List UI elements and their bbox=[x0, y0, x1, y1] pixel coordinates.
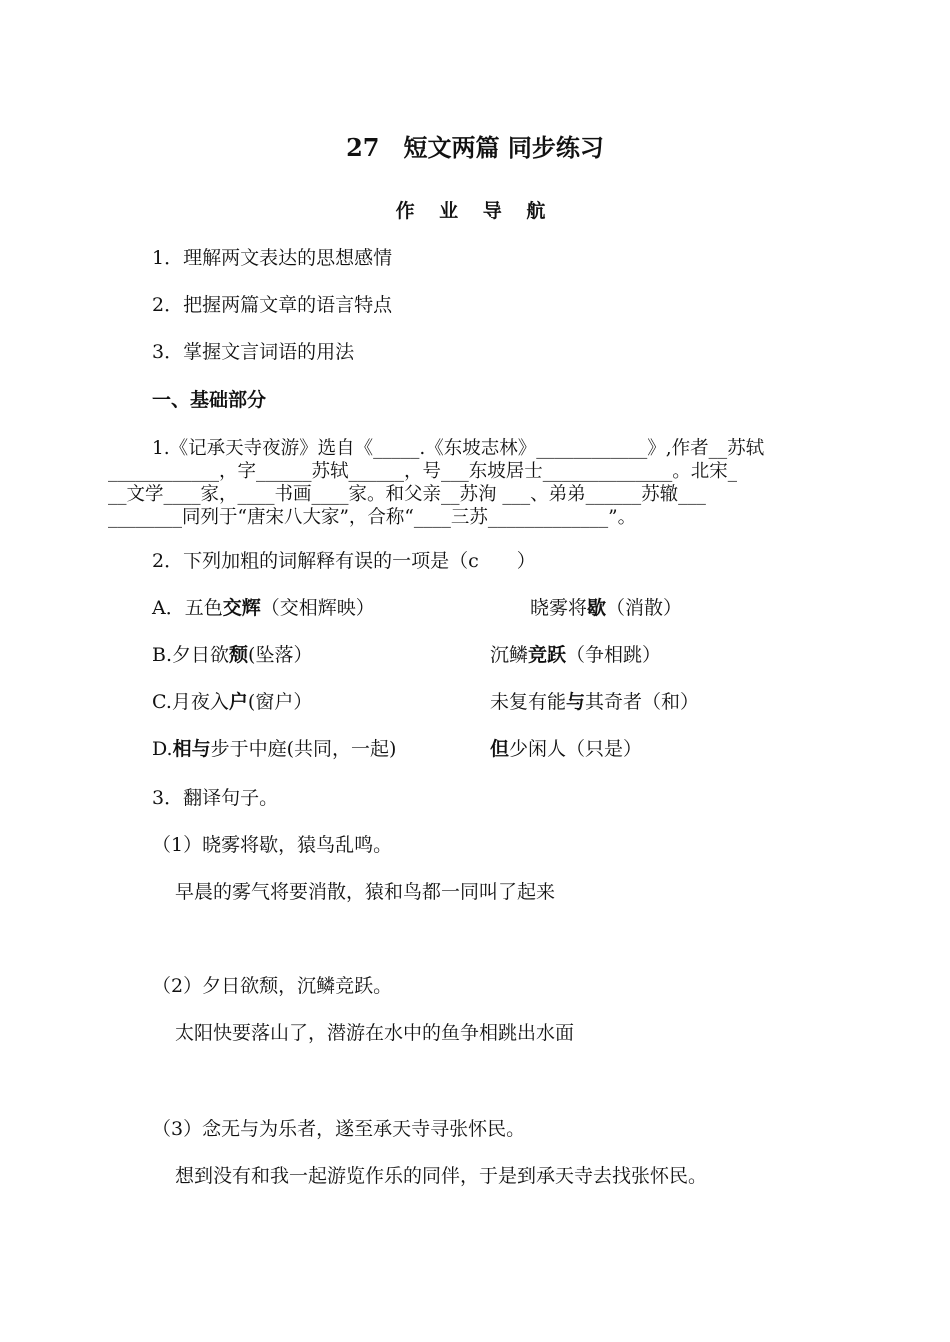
q3-sentence-2: （2）夕日欲颓，沉鳞竞跃。 bbox=[152, 975, 393, 997]
goal-3: 3．掌握文言词语的用法 bbox=[152, 341, 355, 363]
q3-sentence-3: （3）念无与为乐者，遂至承天寺寻张怀民。 bbox=[152, 1118, 526, 1140]
goal-1: 1．理解两文表达的思想感情 bbox=[152, 247, 393, 269]
q3-sentence-1: （1）晓雾将歇，猿鸟乱鸣。 bbox=[152, 834, 393, 856]
q2-option-b bbox=[152, 640, 312, 667]
section-heading-basics: 一、基础部分 bbox=[152, 389, 267, 411]
option-d-post: 步于中庭(共同，一起) bbox=[210, 738, 397, 760]
option-c-bold: 户 bbox=[228, 691, 248, 713]
q3-answer-2: 太阳快要落山了，潜游在水中的鱼争相跳出水面 bbox=[175, 1022, 575, 1044]
option-a-pre: A．五色 bbox=[152, 597, 223, 619]
option-b-post: (坠落） bbox=[248, 644, 313, 666]
q3-answer-3: 想到没有和我一起游览作乐的同伴，于是到承天寺去找张怀民。 bbox=[175, 1165, 708, 1187]
option-b2-post: （争相跳） bbox=[566, 644, 662, 666]
option-c-pre: C.月夜入 bbox=[152, 691, 229, 713]
option-b-pre: B.夕日欲 bbox=[152, 644, 230, 666]
q2-option-a bbox=[152, 593, 375, 620]
q2-option-a-second bbox=[530, 593, 682, 620]
option-d-pre: D. bbox=[152, 738, 173, 760]
q1-line-3: __文学____家，____书画____家。和父亲__苏洵 ___、弟弟______苏辙___ bbox=[108, 484, 706, 505]
option-c2-pre: 未复有能 bbox=[490, 691, 567, 713]
option-c2-bold: 与 bbox=[566, 691, 586, 713]
q1-line-4: ________同列于“唐宋八大家”，合称“____三苏_____________”。 bbox=[108, 507, 637, 528]
section-subtitle: 作 业 导 航 bbox=[395, 200, 555, 222]
lesson-number: 27 bbox=[346, 133, 380, 162]
option-a-bold: 交辉 bbox=[222, 597, 261, 619]
option-b2-bold: 竞跃 bbox=[528, 644, 567, 666]
option-b2-pre: 沉鳞 bbox=[490, 644, 529, 666]
q2-option-b-second bbox=[490, 640, 661, 667]
option-c2-post: 其奇者（和） bbox=[585, 691, 700, 713]
q2-option-d bbox=[152, 734, 396, 761]
goal-2: 2．把握两篇文章的语言特点 bbox=[152, 294, 393, 316]
page-title bbox=[0, 128, 950, 163]
lesson-title: 短文两篇 同步练习 bbox=[403, 133, 604, 162]
q2-option-c-second bbox=[490, 687, 699, 714]
q3-stem: 3．翻译句子。 bbox=[152, 787, 279, 809]
option-c-post: (窗户） bbox=[247, 691, 313, 713]
q2-option-d-second bbox=[490, 734, 642, 761]
option-a2-post: （消散） bbox=[606, 597, 683, 619]
option-d2-post: 少闲人（只是） bbox=[509, 738, 643, 760]
option-a2-pre: 晓雾将 bbox=[530, 597, 588, 619]
q2-stem: 2．下列加粗的词解释有误的一项是（c ） bbox=[152, 550, 536, 572]
q1-line-2: ____________，字______苏轼______，号___东坡居士______________。北宋_ bbox=[108, 461, 738, 482]
option-a-post: （交相辉映） bbox=[260, 597, 375, 619]
q2-option-c bbox=[152, 687, 312, 714]
option-d-bold: 相与 bbox=[172, 738, 211, 760]
option-b-bold: 颓 bbox=[229, 644, 249, 666]
q1-line-1: 1.《记承天寺夜游》选自《_____.《东坡志林》____________》,作者__苏轼 bbox=[152, 438, 765, 459]
option-d2-bold: 但 bbox=[490, 738, 510, 760]
option-a2-bold: 歇 bbox=[587, 597, 607, 619]
q3-answer-1: 早晨的雾气将要消散，猿和鸟都一同叫了起来 bbox=[175, 881, 556, 903]
